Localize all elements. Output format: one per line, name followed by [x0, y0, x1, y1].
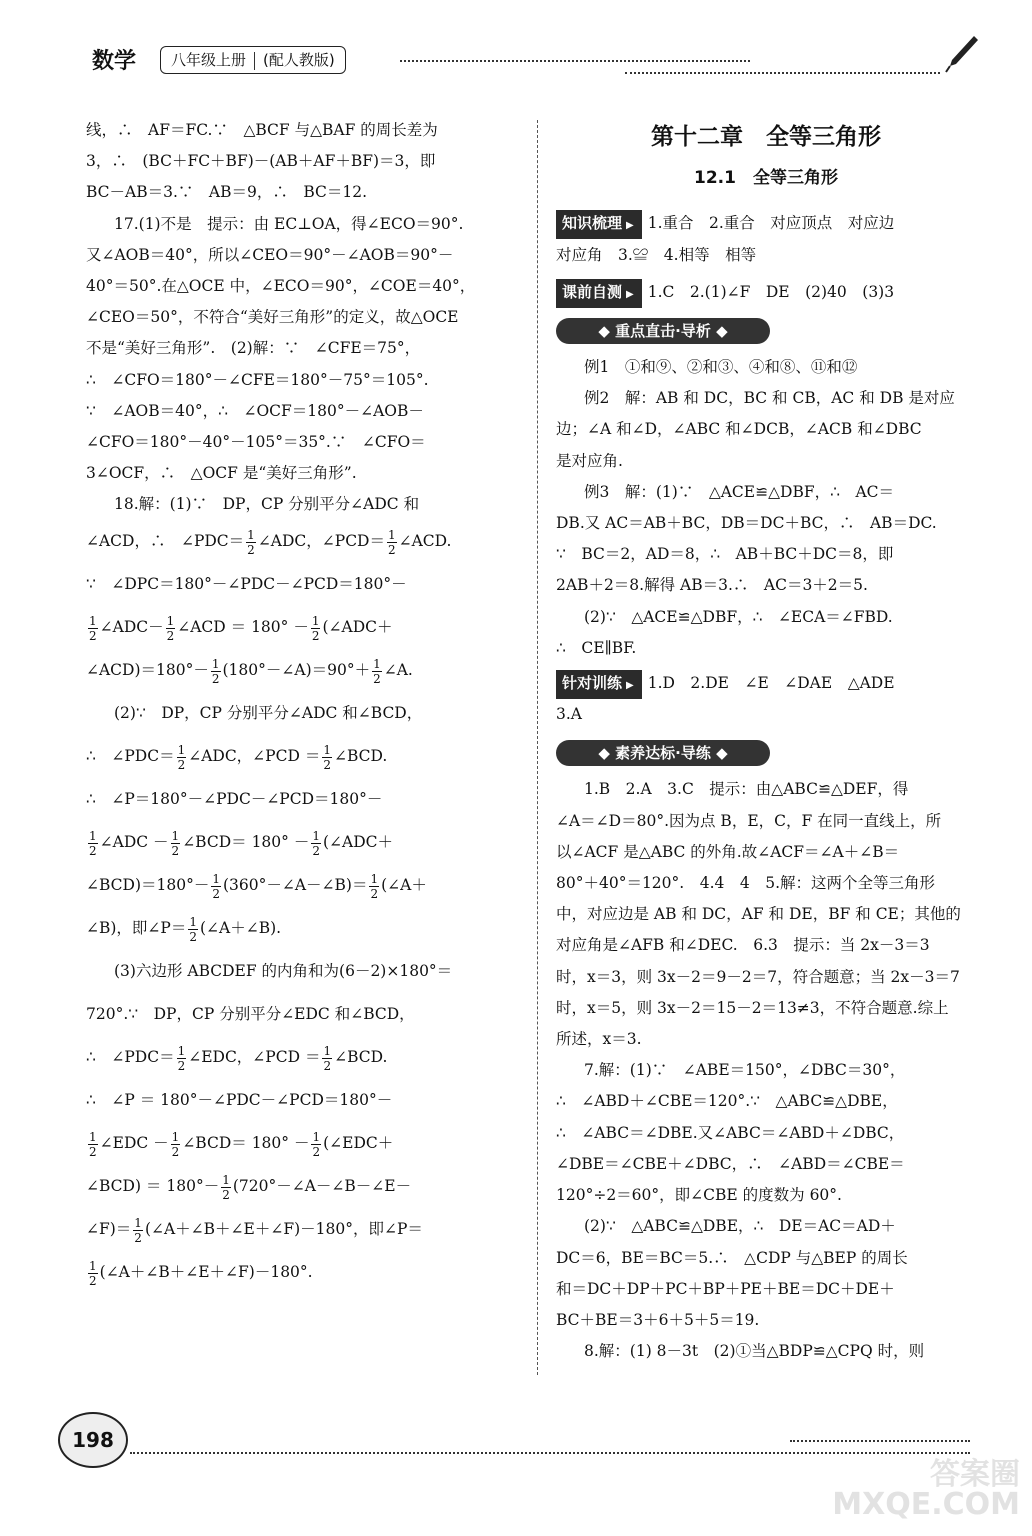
math-line: ∴ ∠PDC＝ $\frac{1}{2}$ ∠EDC，∠PCD ＝ $\frac{1}{2}$ ∠BCD. [86, 1043, 388, 1073]
text-line: 8.解：(1) 8－3t (2)①当△BDP≌△CPQ 时，则 [584, 1342, 925, 1361]
targeted-training: 针对训练 ▶ 1.D 2.DE ∠E ∠DAE △ADE [556, 668, 976, 699]
fraction: $\frac{1}{2}$ [222, 1172, 230, 1202]
text-line: 例1 ①和⑨、②和③、④和⑧、⑪和⑫ [584, 358, 858, 377]
text-line: 80°＋40°＝120°. 4.4 4 5.解：这两个全等三角形 [556, 874, 936, 893]
text-line: 17.(1)不是 提示：由 EC⊥OA，得∠ECO＝90°. [114, 214, 464, 233]
tag-knowledge-review: 知识梳理 ▶ [556, 210, 642, 239]
fraction: $\frac{1}{2}$ [212, 871, 220, 901]
text-line: 以∠ACF 是△ABC 的外角.故∠ACF＝∠A＋∠B＝ [556, 842, 900, 861]
math-line: $\frac{1}{2}$ (∠A＋∠B＋∠E＋∠F)－180°. [89, 1258, 313, 1288]
text-line: (2)∵ DP，CP 分别平分∠ADC 和∠BCD， [114, 704, 423, 723]
left-column [86, 115, 510, 1294]
math-line: $\frac{1}{2}$ ∠ADC － $\frac{1}{2}$ ∠BCD＝ 180° － $\frac{1}{2}$ (∠ADC＋ [89, 828, 393, 858]
text-line: BC－AB＝3.∵ AB＝9，∴ BC＝12. [86, 183, 368, 202]
grade-label: 八年级上册 [171, 51, 247, 69]
fraction: $\frac{1}{2}$ [171, 828, 180, 858]
text-line: 对应角是∠AFB 和∠DEC. 6.3 提示：当 2x－3＝3 [556, 936, 930, 955]
page-header [0, 0, 1032, 80]
fraction: $\frac{1}{2}$ [312, 1129, 321, 1159]
text-line: ∵ ∠AOB＝40°，∴ ∠OCF＝180°－∠AOB－ [86, 401, 424, 420]
math-line: $\frac{1}{2}$ ∠ADC－ $\frac{1}{2}$ ∠ACD ＝ 180° － $\frac{1}{2}$ (∠ADC＋ [89, 613, 393, 643]
text-line: 不是“美好三角形”. (2)解：∵ ∠CFE＝75°， [86, 339, 421, 358]
header-dotted-rule [400, 60, 750, 62]
text-line: 时，x＝5，则 3x－2＝15－2＝13≠3，不符合题意.综上 [556, 998, 949, 1017]
edition-label: (配人教版) [263, 51, 335, 69]
fraction: $\frac{1}{2}$ [189, 914, 197, 944]
knowledge-review: 知识梳理 ▶ 1.重合 2.重合 对应顶点 对应边 [556, 208, 976, 239]
text-line: 18.解：(1)∵ DP，CP 分别平分∠ADC 和 [114, 495, 420, 514]
text-line: 例3 解：(1)∵ △ACE≌△DBF，∴ AC＝ [584, 482, 895, 501]
fraction: $\frac{1}{2}$ [311, 613, 320, 643]
banner-literacy-practice: ◆ 素养达标·导练 ◆ [556, 740, 770, 766]
text-line: ∴ ∠P＝180°－∠PDC－∠PCD＝180°－ [86, 790, 383, 809]
text-line: 中，对应边是 AB 和 DC，AF 和 DE，BF 和 CE；其他的 [556, 905, 961, 924]
text-line: 和＝DC＋DP＋PC＋BP＋PE＋BE＝DC＋DE＋ [556, 1279, 895, 1298]
text-line: 时，x＝3，则 3x－2＝9－2＝7，符合题意；当 2x－3＝7 [556, 967, 960, 986]
footer-dotted-rule [130, 1452, 970, 1454]
fraction: $\frac{1}{2}$ [323, 742, 331, 772]
fraction: $\frac{1}{2}$ [177, 1043, 186, 1073]
fraction: $\frac{1}{2}$ [373, 656, 381, 686]
text-line: (2)∵ △ABC≌△DBE，∴ DE＝AC＝AD＋ [584, 1217, 896, 1236]
section-title: 12.1 全等三角形 [694, 168, 838, 189]
text-line: ∠A＝∠D＝80°.因为点 B，E，C，F 在同一直线上，所 [556, 811, 942, 830]
text-line: BC＋BE＝3＋6＋5＋5＝19. [556, 1310, 760, 1329]
page-number: 198 [58, 1412, 128, 1468]
text-line: ∵ BC＝2，AD＝8，∴ AB＋BC＋DC＝8，即 [556, 545, 894, 564]
text-line: 120°÷2＝60°，即∠CBE 的度数为 60°. [556, 1186, 842, 1205]
text-line: ∠CEO＝50°，不符合“美好三角形”的定义，故△OCE [86, 308, 459, 327]
fraction: $\frac{1}{2}$ [387, 527, 396, 557]
header-dotted-rule-lower [625, 72, 940, 74]
text-line: 7.解：(1)∵ ∠ABE＝150°，∠DBC＝30°， [584, 1061, 906, 1080]
text-line: ∵ ∠DPC＝180°－∠PDC－∠PCD＝180°－ [86, 575, 407, 594]
watermark: 答案圈 MXQE.COM [832, 1457, 1020, 1522]
text-line: ∴ ∠P ＝ 180°－∠PDC－∠PCD＝180°－ [86, 1091, 393, 1110]
text-line: ∴ ∠CFO＝180°－∠CFE＝180°－75°＝105°. [86, 370, 429, 389]
math-line: ∠F)＝ $\frac{1}{2}$ (∠A＋∠B＋∠E＋∠F)－180°，即∠P＝ [86, 1215, 423, 1245]
text-line: 40°＝50°.在△OCE 中，∠ECO＝90°，∠COE＝40°， [86, 277, 476, 296]
solution-18 [86, 489, 510, 1294]
text-line: 是对应角. [556, 451, 623, 470]
fraction: $\frac{1}{2}$ [171, 1129, 180, 1159]
fraction: $\frac{1}{2}$ [370, 871, 379, 901]
fraction: $\frac{1}{2}$ [89, 1258, 97, 1288]
text-line: DB.又 AC＝AB＋BC，DB＝DC＋BC，∴ AB＝DC. [556, 514, 937, 533]
fraction: $\frac{1}{2}$ [89, 1129, 97, 1159]
math-line: ∠B)，即∠P＝ $\frac{1}{2}$ (∠A＋∠B). [86, 914, 282, 944]
math-line: ∠ACD)＝180°－ $\frac{1}{2}$ (180°－∠A)＝90°＋ $\frac{1}{2}$ ∠A. [86, 656, 413, 686]
text-line: 边；∠A 和∠D，∠ABC 和∠DCB，∠ACB 和∠DBC [556, 420, 922, 439]
text-line: 2AB＋2＝8.解得 AB＝3.∴ AC＝3＋2＝5. [556, 576, 868, 595]
fraction: $\frac{1}{2}$ [312, 828, 320, 858]
grade-edition-label [160, 46, 346, 74]
math-line: $\frac{1}{2}$ ∠EDC － $\frac{1}{2}$ ∠BCD＝ 180° － $\frac{1}{2}$ (∠EDC＋ [89, 1129, 394, 1159]
text-line: 3，∴ (BC＋FC＋BF)－(AB＋AF＋BF)＝3，即 [86, 152, 436, 171]
math-line: ∠BCD) ＝ 180°－ $\frac{1}{2}$ (720°－∠A－∠B－∠E－ [86, 1172, 412, 1202]
text-line: ∴ ∠ABD＋∠CBE＝120°.∵ △ABC≌△DBE， [556, 1092, 898, 1111]
pre-class-test: 课前自测 ▶ 1.C 2.(1)∠F DE (2)40 (3)3 [556, 277, 976, 308]
fraction: $\frac{1}{2}$ [177, 742, 186, 772]
text-line: 对应角 3.≌ 4.相等 相等 [556, 245, 757, 264]
text-line: 又∠AOB＝40°，所以∠CEO＝90°－∠AOB＝90°－ [86, 245, 454, 264]
tag-targeted-training: 针对训练 ▶ [556, 670, 642, 699]
math-line: ∠ACD，∴ ∠PDC＝ $\frac{1}{2}$ ∠ADC，∠PCD＝ $\frac{1}{2}$ ∠ACD. [86, 527, 452, 557]
text-line: 线，∴ AF＝FC.∵ △BCF 与△BAF 的周长差为 [86, 121, 438, 139]
banner-key-points: ◆ 重点直击·导析 ◆ [556, 318, 770, 344]
fraction: $\frac{1}{2}$ [89, 613, 97, 643]
column-divider [537, 120, 538, 1375]
text-line: ∴ CE∥BF. [556, 638, 637, 657]
pill-divider [254, 52, 255, 70]
fraction: $\frac{1}{2}$ [323, 1043, 332, 1073]
chapter-title: 第十二章 全等三角形 [651, 124, 881, 150]
subject-title: 数学 [92, 49, 137, 74]
text-line: ∠DBE＝∠CBE＋∠DBC，∴ ∠ABD＝∠CBE＝ [556, 1154, 905, 1173]
fraction: $\frac{1}{2}$ [166, 613, 175, 643]
fraction: $\frac{1}{2}$ [134, 1215, 142, 1245]
math-line: ∴ ∠PDC＝ $\frac{1}{2}$ ∠ADC，∠PCD ＝ $\frac{1}{2}$ ∠BCD. [86, 742, 388, 772]
text-line: (2)∵ △ACE≌△DBF，∴ ∠ECA＝∠FBD. [584, 607, 893, 626]
tag-pre-class-test: 课前自测 ▶ [556, 279, 642, 308]
math-line: ∠BCD)＝180°－ $\frac{1}{2}$ (360°－∠A－∠B)＝ $\frac{1}{2}$ (∠A＋ [86, 871, 427, 901]
text-line: ∴ ∠ABC＝∠DBE.又∠ABC＝∠ABD＋∠DBC， [556, 1123, 905, 1142]
fraction: $\frac{1}{2}$ [247, 527, 255, 557]
text-line: 3∠OCF，∴ △OCF 是“美好三角形”. [86, 464, 357, 483]
pen-icon [944, 34, 980, 74]
text-line: DC＝6，BE＝BC＝5.∴ △CDP 与△BEP 的周长 [556, 1248, 908, 1267]
text-line: 1.B 2.A 3.C 提示：由△ABC≌△DEF，得 [584, 780, 909, 799]
text-line: 例2 解：AB 和 DC，BC 和 CB，AC 和 DB 是对应 [584, 389, 955, 408]
text-line: 所述，x＝3. [556, 1030, 642, 1049]
text-line: 720°.∵ DP，CP 分别平分∠EDC 和∠BCD， [86, 1005, 415, 1024]
text-line: (3)六边形 ABCDEF 的内角和为(6－2)×180°＝ [114, 962, 453, 981]
right-column [556, 118, 976, 1367]
text-line: 3.A [556, 705, 582, 724]
fraction: $\frac{1}{2}$ [211, 656, 220, 686]
text-line: ∠CFO＝180°－40°－105°＝35°.∵ ∠CFO＝ [86, 433, 426, 452]
footer-dotted-rule-upper [790, 1440, 970, 1442]
fraction: $\frac{1}{2}$ [89, 828, 97, 858]
